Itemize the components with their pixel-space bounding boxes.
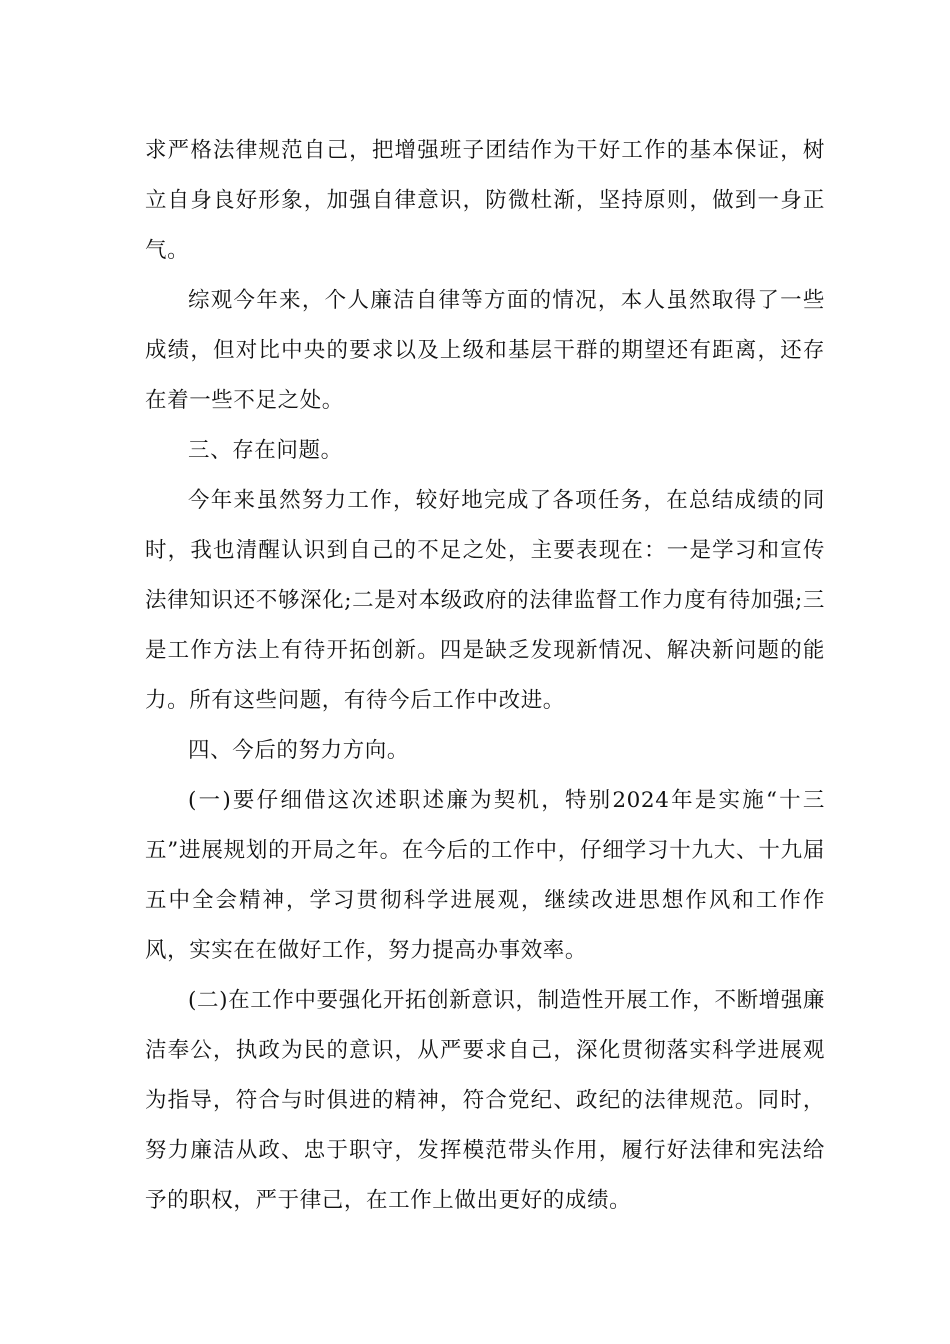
paragraph-summary: 综观今年来，个人廉洁自律等方面的情况，本人虽然取得了一些成绩，但对比中央的要求以及上级和基层干群的期望还有距离，还存在着一些不足之处。 [145,288,825,413]
section-heading-problems: 三、存在问题。 [188,438,343,463]
paragraph-continuation: 求严格法律规范自己，把增强班子团结作为干好工作的基本保证，树立自身良好形象，加强自律意识，防微杜渐，坚持原则，做到一身正气。 [145,138,825,263]
document-body [145,126,825,1226]
paragraph-direction-2: (二)在工作中要强化开拓创新意识，制造性开展工作，不断增强廉洁奉公，执政为民的意识，从严要求自己，深化贯彻落实科学进展观为指导，符合与时俱进的精神，符合党纪、政纪的法律规范。同时，努力廉洁从政、忠于职守，发挥模范带头作用，履行好法律和宪法给予的职权，严于律己，在工作上做出更好的成绩。 [145,988,825,1213]
section-heading-direction: 四、今后的努力方向。 [188,738,410,763]
paragraph-direction-1: (一)要仔细借这次述职述廉为契机，特别2024年是实施“十三五”进展规划的开局之年。在今后的工作中，仔细学习十九大、十九届五中全会精神，学习贯彻科学进展观，继续改进思想作风和工作作风，实实在在做好工作，努力提高办事效率。 [145,788,825,963]
paragraph-problems: 今年来虽然努力工作，较好地完成了各项任务，在总结成绩的同时，我也清醒认识到自己的不足之处，主要表现在：一是学习和宣传法律知识还不够深化;二是对本级政府的法律监督工作力度有待加强;三是工作方法上有待开拓创新。四是缺乏发现新情况、解决新问题的能力。所有这些问题，有待今后工作中改进。 [145,488,825,713]
